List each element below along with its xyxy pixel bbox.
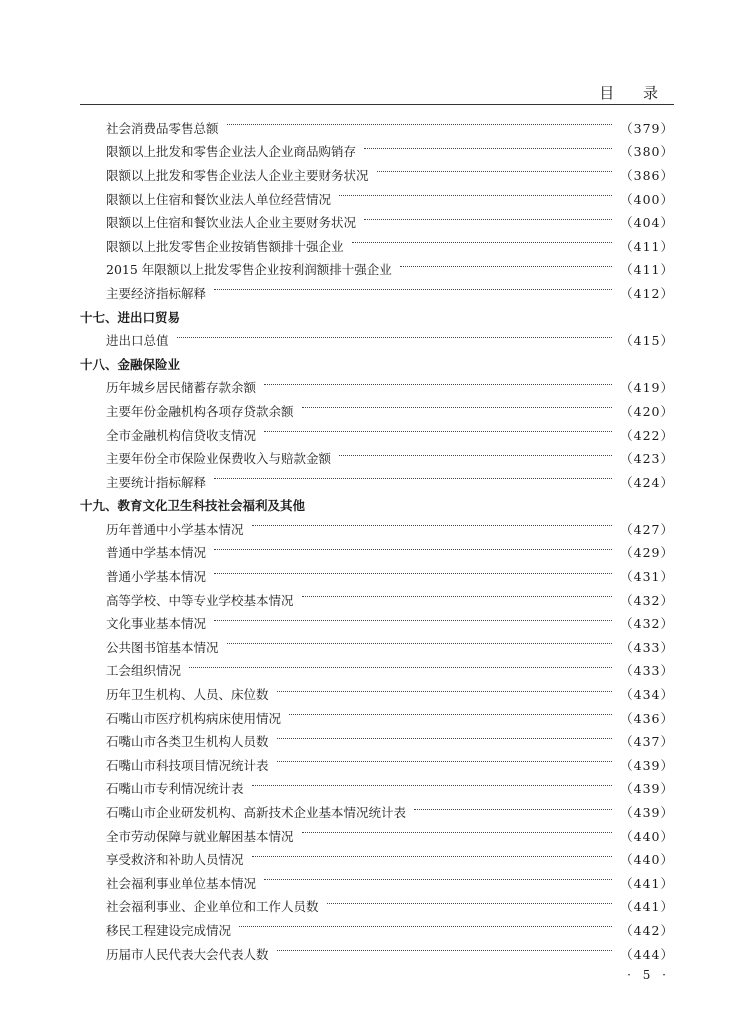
- toc-entry[interactable]: [80, 163, 674, 187]
- toc-entry-title: 历年城乡居民储蓄存款余额: [106, 380, 257, 396]
- toc-entry-title: 限额以上批发和零售企业法人企业主要财务状况: [106, 167, 369, 183]
- toc-entry[interactable]: [80, 234, 674, 258]
- toc-entry-title: 十八、金融保险业: [80, 356, 181, 372]
- toc-entry-title: 十九、教育文化卫生科技社会福利及其他: [80, 498, 306, 514]
- toc-entry-title: 公共图书馆基本情况: [106, 639, 219, 655]
- toc-entry[interactable]: [80, 470, 674, 494]
- toc-page-number: （431）: [620, 569, 674, 585]
- toc-entry-title: 石嘴山市各类卫生机构人员数: [106, 734, 269, 750]
- dot-leader: [264, 384, 612, 385]
- dot-leader: [352, 242, 613, 243]
- dot-leader: [227, 124, 613, 125]
- dot-leader: [227, 643, 613, 644]
- toc-page-number: （420）: [620, 403, 674, 419]
- dot-leader: [214, 573, 612, 574]
- toc-entry[interactable]: [80, 210, 674, 234]
- toc-page-number: （379）: [620, 120, 674, 136]
- toc-page-number: （432）: [620, 616, 674, 632]
- toc-entry[interactable]: [80, 871, 674, 895]
- toc-section-heading: [80, 305, 674, 329]
- toc-entry-title: 进出口总值: [106, 333, 169, 349]
- toc-entry[interactable]: [80, 800, 674, 824]
- toc-page-number: （411）: [620, 262, 674, 278]
- toc-section-heading: [80, 494, 674, 518]
- toc-page-number: （440）: [620, 828, 674, 844]
- toc-page-number: （404）: [620, 215, 674, 231]
- toc-entry[interactable]: [80, 328, 674, 352]
- dot-leader: [302, 407, 613, 408]
- dot-leader: [214, 478, 612, 479]
- dot-leader: [277, 738, 613, 739]
- toc-entry[interactable]: [80, 942, 674, 966]
- toc-entry[interactable]: [80, 541, 674, 565]
- toc-page-number: （437）: [620, 734, 674, 750]
- toc-page-number: （427）: [620, 521, 674, 537]
- toc-page-number: （415）: [620, 333, 674, 349]
- toc-page-number: （419）: [620, 380, 674, 396]
- toc-entry[interactable]: [80, 847, 674, 871]
- header-rule: [80, 104, 674, 105]
- dot-leader: [264, 431, 612, 432]
- toc-entry-title: 历年卫生机构、人员、床位数: [106, 687, 269, 703]
- toc-page-number: （436）: [620, 710, 674, 726]
- toc-page-number: （433）: [620, 639, 674, 655]
- dot-leader: [264, 879, 612, 880]
- dot-leader: [252, 856, 613, 857]
- dot-leader: [364, 148, 612, 149]
- toc-section-heading: [80, 352, 674, 376]
- toc-entry-title: 普通中学基本情况: [106, 545, 207, 561]
- toc-page-number: （380）: [620, 144, 674, 160]
- toc-entry[interactable]: [80, 824, 674, 848]
- toc-entry[interactable]: [80, 611, 674, 635]
- toc-entry[interactable]: [80, 423, 674, 447]
- toc-entry[interactable]: [80, 777, 674, 801]
- dot-leader: [302, 596, 613, 597]
- dot-leader: [400, 266, 612, 267]
- toc-entry-title: 工会组织情况: [106, 663, 182, 679]
- toc-entry[interactable]: [80, 659, 674, 683]
- toc-page-number: （434）: [620, 687, 674, 703]
- toc-entry-title: 全市劳动保障与就业解困基本情况: [106, 828, 294, 844]
- toc-page-number: （433）: [620, 663, 674, 679]
- page-number: · 5 ·: [627, 968, 670, 982]
- toc-entry-title: 历年普通中小学基本情况: [106, 521, 244, 537]
- toc-entry[interactable]: [80, 281, 674, 305]
- toc-entry-title: 享受救济和补助人员情况: [106, 852, 244, 868]
- dot-leader: [214, 620, 612, 621]
- toc-entry[interactable]: [80, 706, 674, 730]
- toc-entry-title: 限额以上住宿和餐饮业法人企业主要财务状况: [106, 215, 357, 231]
- toc-entry-title: 石嘴山市专利情况统计表: [106, 781, 244, 797]
- toc-entry-title: 历届市人民代表大会代表人数: [106, 946, 269, 962]
- toc-entry[interactable]: [80, 258, 674, 282]
- toc-entry-title: 限额以上住宿和餐饮业法人单位经营情况: [106, 191, 332, 207]
- dot-leader: [214, 549, 612, 550]
- toc-entry-title: 石嘴山市科技项目情况统计表: [106, 757, 269, 773]
- toc-entry-title: 全市金融机构信贷收支情况: [106, 427, 257, 443]
- toc-page-number: （441）: [620, 875, 674, 891]
- dot-leader: [289, 714, 612, 715]
- toc-entry-title: 限额以上批发零售企业按销售额排十强企业: [106, 238, 344, 254]
- toc-entry[interactable]: [80, 446, 674, 470]
- page-header-title: 目 录: [599, 84, 670, 102]
- dot-leader: [277, 761, 613, 762]
- dot-leader: [377, 171, 613, 172]
- toc-page-number: （429）: [620, 545, 674, 561]
- toc-page-number: （412）: [620, 285, 674, 301]
- toc-entry-title: 十七、进出口贸易: [80, 309, 181, 325]
- toc-page-number: （400）: [620, 191, 674, 207]
- toc-entry[interactable]: [80, 635, 674, 659]
- toc-entry[interactable]: [80, 399, 674, 423]
- toc-entry[interactable]: [80, 116, 674, 140]
- toc-page-number: （444）: [620, 946, 674, 962]
- dot-leader: [414, 809, 612, 810]
- toc-entry-title: 移民工程建设完成情况: [106, 922, 232, 938]
- toc-entry[interactable]: [80, 753, 674, 777]
- toc-entry-title: 主要统计指标解释: [106, 474, 207, 490]
- toc-entry-title: 高等学校、中等专业学校基本情况: [106, 592, 294, 608]
- toc-entry-title: 社会消费品零售总额: [106, 120, 219, 136]
- dot-leader: [214, 289, 612, 290]
- toc-entry-title: 文化事业基本情况: [106, 616, 207, 632]
- toc-page-number: （439）: [620, 781, 674, 797]
- toc-entry-title: 石嘴山市医疗机构病床使用情况: [106, 710, 282, 726]
- toc-entry[interactable]: [80, 895, 674, 919]
- dot-leader: [302, 832, 613, 833]
- dot-leader: [277, 950, 613, 951]
- toc-page-number: （423）: [620, 451, 674, 467]
- toc-entry-title: 主要年份金融机构各项存贷款余额: [106, 403, 294, 419]
- toc-entry-title: 社会福利事业单位基本情况: [106, 875, 257, 891]
- toc-entry[interactable]: [80, 682, 674, 706]
- toc-entry-title: 社会福利事业、企业单位和工作人员数: [106, 899, 319, 915]
- toc-entry[interactable]: [80, 588, 674, 612]
- toc-entry[interactable]: [80, 564, 674, 588]
- toc-page-number: （386）: [620, 167, 674, 183]
- toc-page-number: （441）: [620, 899, 674, 915]
- toc-entry[interactable]: [80, 376, 674, 400]
- toc-entry-title: 主要经济指标解释: [106, 285, 207, 301]
- toc-entry[interactable]: [80, 918, 674, 942]
- toc-entry[interactable]: [80, 517, 674, 541]
- toc-page-number: （424）: [620, 474, 674, 490]
- dot-leader: [189, 667, 612, 668]
- toc-page-number: （439）: [620, 757, 674, 773]
- toc-entry-title: 石嘴山市企业研发机构、高新技术企业基本情况统计表: [106, 805, 407, 821]
- toc-entry[interactable]: [80, 729, 674, 753]
- table-of-contents: [80, 116, 674, 965]
- dot-leader: [339, 455, 612, 456]
- toc-page-number: （442）: [620, 922, 674, 938]
- toc-entry-title: 普通小学基本情况: [106, 569, 207, 585]
- dot-leader: [177, 337, 613, 338]
- toc-page-number: （432）: [620, 592, 674, 608]
- toc-entry-title: 主要年份全市保险业保费收入与赔款金额: [106, 451, 332, 467]
- dot-leader: [364, 219, 612, 220]
- toc-page-number: （422）: [620, 427, 674, 443]
- toc-entry[interactable]: [80, 187, 674, 211]
- toc-entry-title: 2015 年限额以上批发零售企业按利润额排十强企业: [106, 262, 392, 278]
- dot-leader: [252, 785, 613, 786]
- toc-entry-title: 限额以上批发和零售企业法人企业商品购销存: [106, 144, 357, 160]
- dot-leader: [327, 903, 613, 904]
- toc-entry[interactable]: [80, 140, 674, 164]
- toc-page-number: （439）: [620, 805, 674, 821]
- toc-page-number: （411）: [620, 238, 674, 254]
- dot-leader: [277, 691, 613, 692]
- dot-leader: [339, 195, 612, 196]
- dot-leader: [252, 525, 613, 526]
- toc-page-number: （440）: [620, 852, 674, 868]
- dot-leader: [239, 926, 612, 927]
